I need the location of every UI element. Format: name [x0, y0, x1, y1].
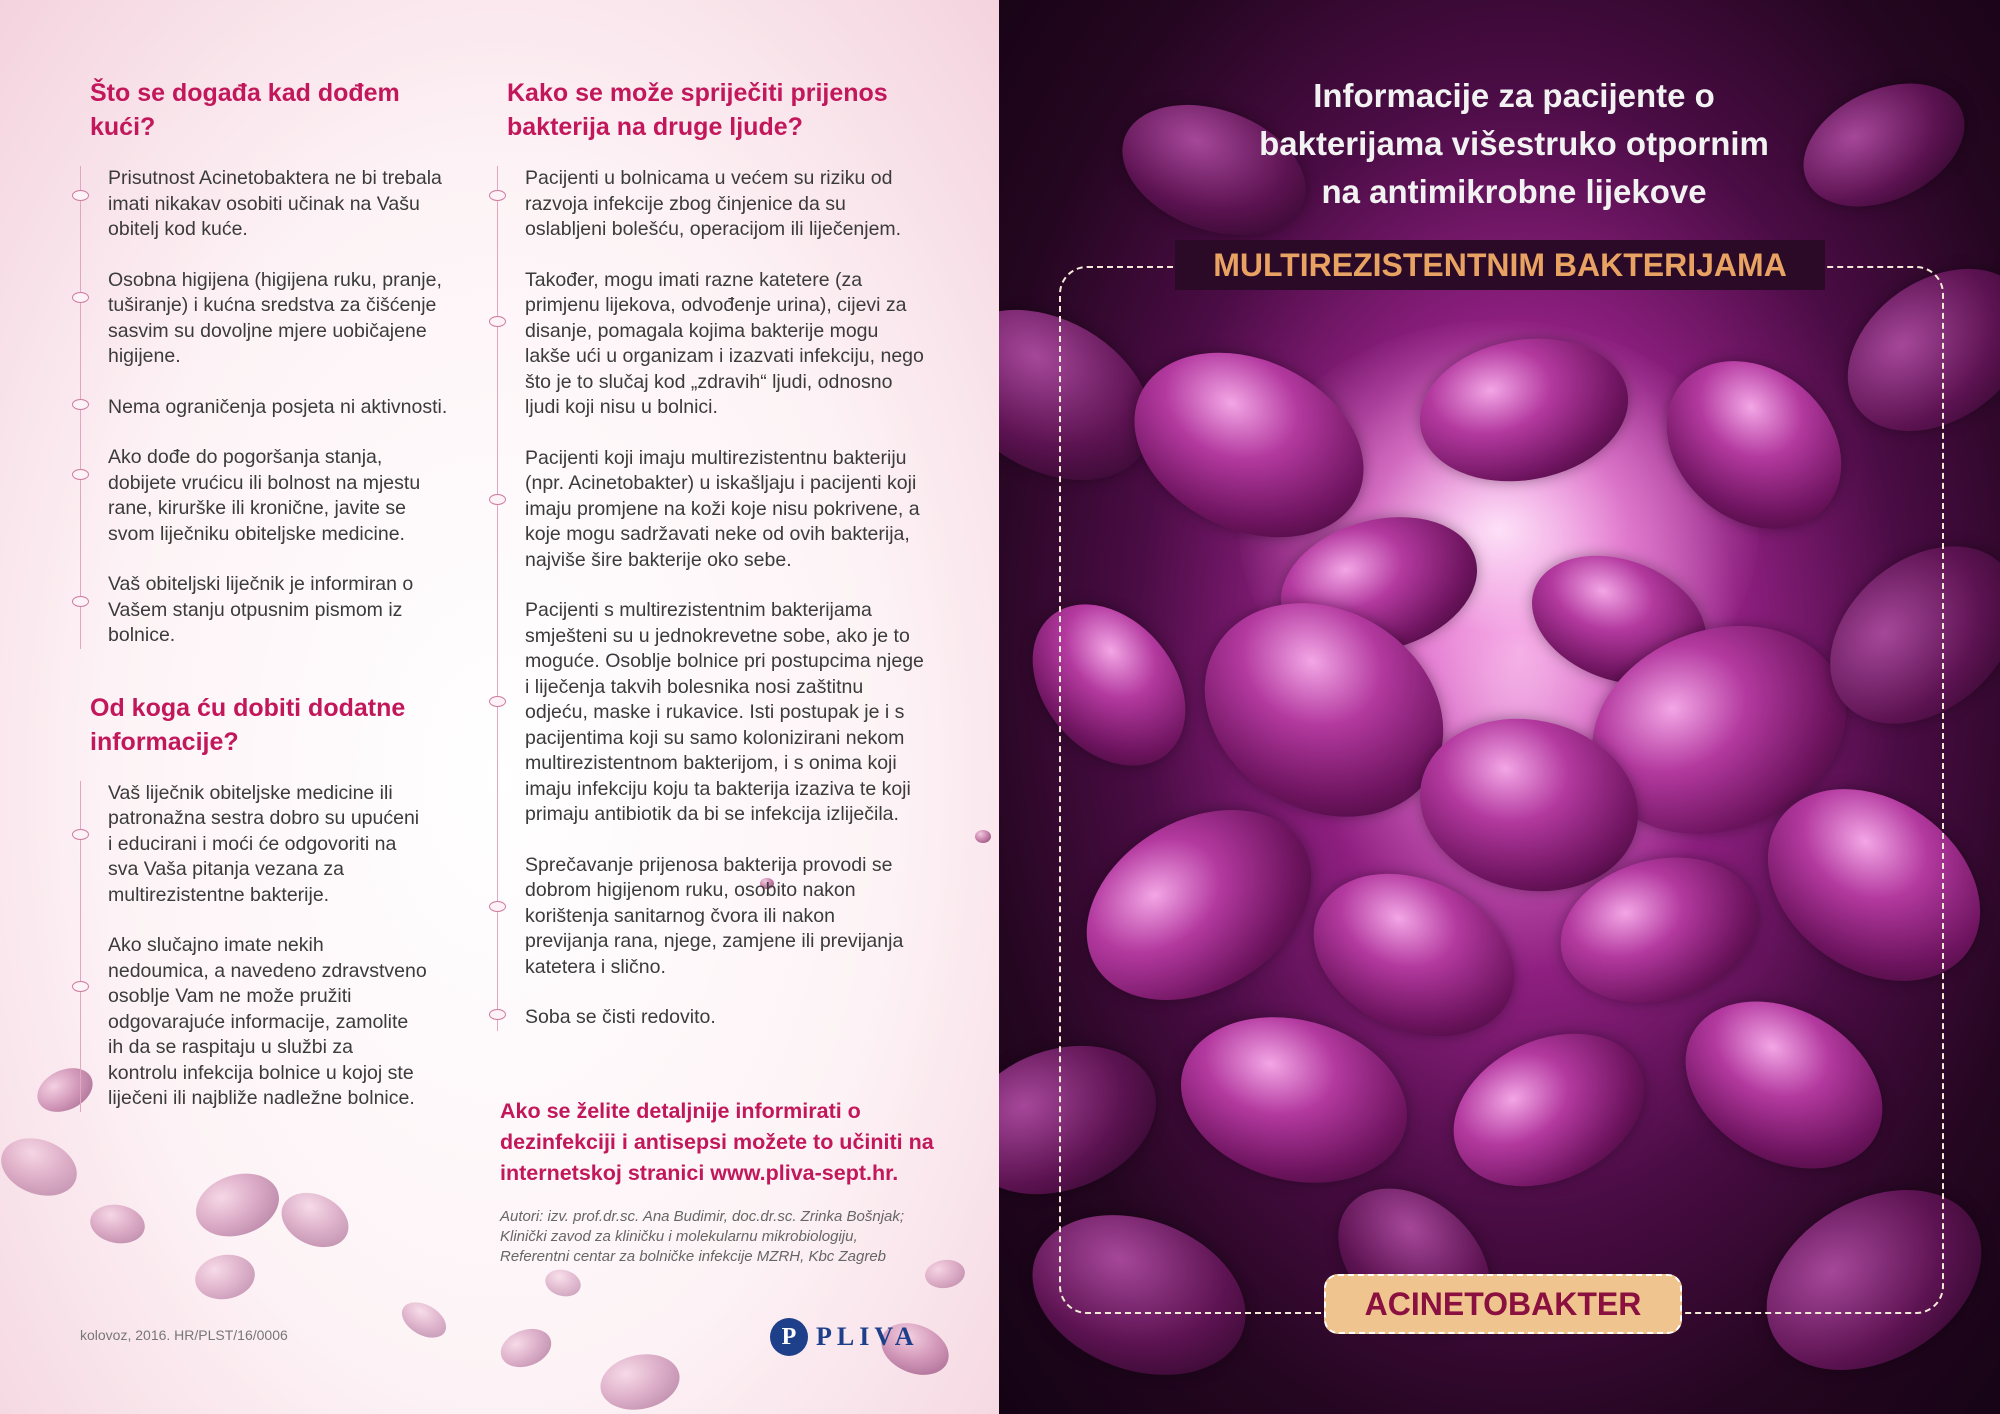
paragraph: Vaš liječnik obiteljske medicine ili patronažna sestra dobro su upućeni i educirani i moći će odgovoriti na sva Vaša pitanja vezana za multirezistentne bakterije.: [108, 781, 460, 909]
cover-title: Informacije za pacijente o bakterijama višestruko otpornim na antimikrobne lijekove: [1259, 77, 1769, 210]
paragraph: Vaš obiteljski liječnik je informiran o Vašem stanju otpusnim pismom iz bolnice.: [108, 572, 460, 649]
bullet-marker-icon: [72, 829, 89, 840]
bullet-marker-icon: [489, 901, 506, 912]
paragraph: Prisutnost Acinetobaktera ne bi trebala imati nikakav osobiti učinak na Vašu obitelj kod kuće.: [108, 166, 460, 243]
cover-subtitle: MULTIREZISTENTNIM BAKTERIJAMA: [1175, 240, 1825, 290]
paragraph-list-more-info: [80, 781, 460, 1112]
bullet-marker-icon: [489, 190, 506, 201]
section-heading-prevention: Kako se može spriječiti prijenos bakterija na druge ljude?: [507, 79, 888, 141]
bacteria-decoration: [595, 1347, 684, 1414]
bacteria-decoration: [188, 1163, 287, 1246]
paragraph: Osobna higijena (higijena ruku, pranje, tuširanje) i kućna sredstva za čišćenje sasvim su dovoljne mjere uobičajene higijene.: [108, 268, 460, 370]
authors-credits: Autori: izv. prof.dr.sc. Ana Budimir, doc.dr.sc. Zrinka Bošnjak; Klinički zavod za kliničku i molekularnu mikrobiologiju, Referentni centar za bolničke infekcije MZRH, Kbc Zagreb: [500, 1208, 905, 1265]
left-page: [0, 0, 999, 1414]
paragraph: Ako slučajno imate nekih nedoumica, a navedeno zdravstveno osoblje Vam ne može pružiti odgovarajuće informacije, zamolite ih da se raspitaju u službi za kontrolu infekcija bolnice u kojoj ste liječeni ili najbliže nadležne bolnice.: [108, 933, 460, 1112]
bullet-marker-icon: [489, 1009, 506, 1020]
website-info-text: Ako se želite detaljnije informirati o dezinfekciji i antisepsi možete to učiniti na internetskoj stranici www.pliva-sept.hr.: [500, 1099, 934, 1185]
paragraph-list-prevention: [497, 166, 937, 1031]
bacteria-decoration: [975, 830, 991, 843]
paragraph: Pacijenti koji imaju multirezistentnu bakteriju (npr. Acinetobakter) u iskašljaju i pacijenti koji imaju promjene na koži koje nisu pokrivene, a koje mogu sadržavati neke od ovih bakterija, najviše šire bakterije oko sebe.: [525, 446, 937, 574]
bacteria-decoration: [87, 1201, 148, 1248]
bullet-marker-icon: [489, 696, 506, 707]
bullet-marker-icon: [72, 399, 89, 410]
paragraph: Pacijenti s multirezistentnim bakterijama smješteni su u jednokrevetne sobe, ako je to moguće. Osoblje bolnice pri postupcima njege i liječenja takvih bolesnika nosi zaštitnu odjeću, maske i rukavice. Isti postupak je i s pacijentima koji su samo kolonizirani nekom multirezistentnom bakterijom, i s onima koji imaju infekciju koju ta bakterija izaziva te koji primaju antibiotik da bi se infekcija izliječila.: [525, 598, 937, 828]
cover-page: [999, 0, 2000, 1414]
bacteria-decoration: [273, 1183, 358, 1258]
dashed-frame: [1059, 266, 1944, 1314]
paragraph: Također, mogu imati razne katetere (za primjenu lijekova, odvođenje urina), cijevi za disanje, pomagala kojima bakterije mogu lakše ući u organizam i izazvati infekciju, nego što je to slučaj kod „zdravih“ ljudi, odnosno ljudi koji nisu u bolnici.: [525, 268, 937, 421]
paragraph: Ako dođe do pogoršanja stanja, dobijete vrućicu ili bolnost na mjestu rane, kirurške ili kronične, javite se svom liječniku obiteljske medicine.: [108, 445, 460, 547]
bullet-marker-icon: [72, 981, 89, 992]
bullet-marker-icon: [72, 596, 89, 607]
bacteria-decoration: [0, 1128, 85, 1205]
section-more-info: [80, 691, 460, 1112]
bullet-marker-icon: [72, 292, 89, 303]
section-heading-more-info: Od koga ću dobiti dodatne informacije?: [90, 693, 406, 756]
paragraph: Nema ograničenja posjeta ni aktivnosti.: [108, 395, 460, 421]
section-heading-home: Što se događa kad dođem kući?: [90, 79, 400, 141]
paragraph: Pacijenti u bolnicama u većem su riziku od razvoja infekcije zbog činjenice da su oslabljeni bolešću, operacijom ili liječenjem.: [525, 166, 937, 243]
paragraph: Soba se čisti redovito.: [525, 1005, 937, 1031]
paragraph: Sprečavanje prijenosa bakterija provodi se dobrom higijenom ruku, osobito nakon korištenja sanitarnog čvora ili nakon previjanja rana, njege, zamjene ili previjanja katetera i slično.: [525, 853, 937, 981]
bacteria-decoration: [192, 1250, 259, 1304]
pliva-logo: [770, 1318, 919, 1356]
column-a: [80, 76, 460, 1137]
bacteria-decoration: [396, 1295, 453, 1345]
bacteria-decoration: [495, 1322, 556, 1374]
column-b: [497, 76, 937, 1056]
bullet-marker-icon: [489, 494, 506, 505]
footer-code: kolovoz, 2016. HR/PLST/16/0006: [80, 1327, 288, 1343]
bullet-marker-icon: [72, 190, 89, 201]
acinetobakter-badge: ACINETOBAKTER: [1324, 1274, 1682, 1334]
pliva-logo-icon: P: [770, 1318, 808, 1356]
pliva-logo-text: PLIVA: [816, 1322, 919, 1351]
bullet-marker-icon: [72, 469, 89, 480]
bullet-marker-icon: [489, 316, 506, 327]
paragraph-list-home: [80, 166, 460, 649]
bacteria-decoration: [542, 1266, 584, 1300]
